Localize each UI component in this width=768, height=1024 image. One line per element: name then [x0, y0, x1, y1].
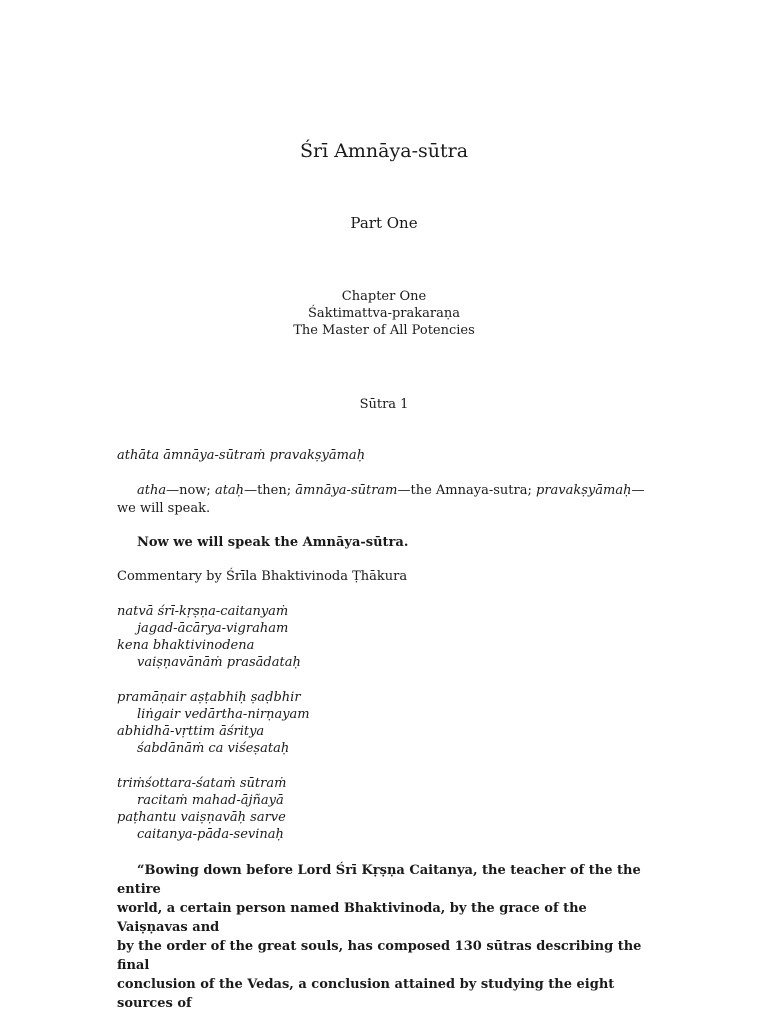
synonym-term: āmnāya-sūtram [295, 483, 398, 498]
verse-line: liṅgair vedārtha-nirṇayam [137, 707, 310, 722]
synonym-meaning: —then; [244, 483, 296, 498]
verse-line: paṭhantu vaiṣṇavāḥ sarve [117, 810, 286, 825]
verse-line: abhidhā-vṛttim āśritya [117, 724, 265, 739]
part-heading: Part One [350, 214, 418, 232]
chapter-heading [0, 288, 768, 339]
commentary-line: by the order of the great souls, has composed 130 sūtras describing the final [117, 939, 642, 973]
synonyms [117, 482, 647, 518]
synonyms-continuation: we will speak. [117, 501, 211, 516]
commentary-paragraph [117, 861, 647, 1013]
verse-line: śabdānāṁ ca viśeṣataḥ [137, 741, 290, 756]
synonym-term: pravakṣyāmaḥ [536, 483, 632, 498]
verse-line: jagad-ācārya-vigraham [137, 621, 289, 636]
synonym-meaning: —now; [166, 483, 215, 498]
synonym-term: ataḥ [214, 483, 245, 498]
sutra-heading: Sūtra 1 [359, 397, 409, 412]
verse-line: natvā śrī-kṛṣṇa-caitanyaṁ [117, 604, 289, 619]
verse-line: pramāṇair aṣṭabhiḥ ṣaḍbhir [117, 690, 301, 705]
verse-line: vaiṣṇavānāṁ prasādataḥ [137, 655, 301, 670]
commentary-line: conclusion of the Vedas, a conclusion attained by studying the eight sources of [117, 977, 615, 1011]
synonym-term: atha [137, 483, 167, 498]
translation: Now we will speak the Amnāya-sūtra. [137, 535, 409, 550]
verse-line: kena bhaktivinodena [117, 638, 255, 653]
synonym-meaning: —the Amnaya-sutra; [397, 483, 536, 498]
commentary-heading: Commentary by Śrīla Bhaktivinoda Ṭhākura [117, 569, 408, 584]
chapter-number: Chapter One [341, 289, 427, 304]
synonyms-line [117, 482, 647, 500]
book-title: Śrī Amnāya-sūtra [299, 140, 469, 162]
verse [117, 775, 647, 843]
verse [117, 689, 647, 757]
chapter-english-name: The Master of All Potencies [293, 323, 475, 338]
commentary-line: “Bowing down before Lord Śrī Kṛṣṇa Caitanya, the teacher of the the entire [117, 863, 641, 897]
sutra-text: athāta āmnāya-sūtraṁ pravakṣyāmaḥ [117, 448, 366, 463]
verse-line: triṁśottara-śataṁ sūtraṁ [117, 776, 287, 791]
commentary-line: world, a certain person named Bhaktivinoda, by the grace of the Vaiṣṇavas and [117, 901, 587, 935]
verse [117, 603, 647, 671]
verse-line: caitanya-pāda-sevinaḥ [137, 827, 284, 842]
verse-line: racitaṁ mahad-ājñayā [137, 793, 284, 808]
chapter-sanskrit-name: Śaktimattva-prakaraṇa [308, 306, 460, 321]
synonym-meaning: — [631, 483, 645, 498]
